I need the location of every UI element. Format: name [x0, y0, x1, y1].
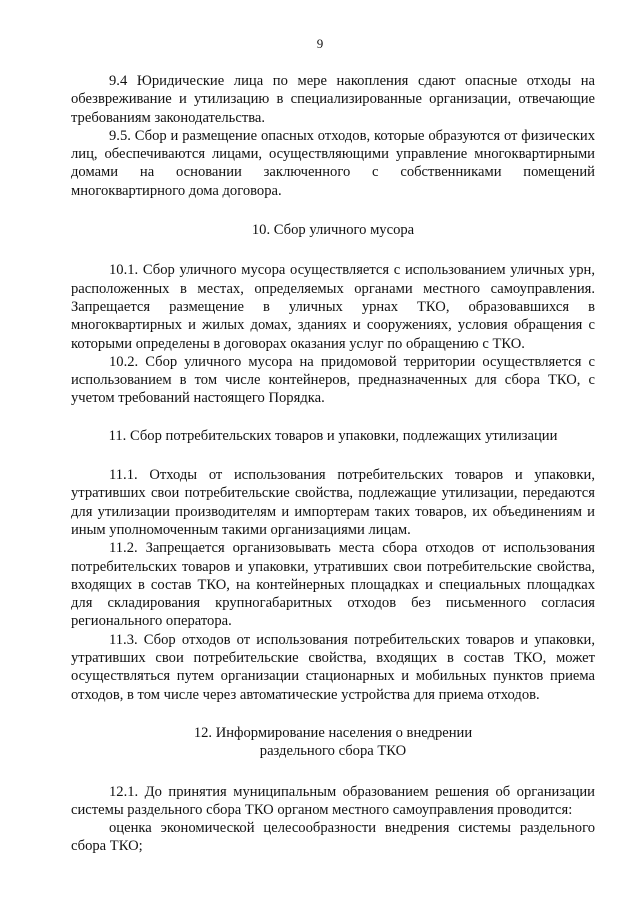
paragraph-12-1-item-a: оценка экономической целесообразности внедрения системы раздельного сбора ТКО; — [71, 820, 595, 855]
paragraph-10-2: 10.2. Сбор уличного мусора на придомовой территории осуществляется с использованием в том числе контейнеров, предназначенных для сбора ТКО, с учетом требований настоящего Порядка. — [71, 353, 595, 407]
paragraph-10-1: 10.1. Сбор уличного мусора осуществляется с использованием уличных урн, расположенных в местах, определяемых органами местного самоуправления. Запрещается размещение в уличных урнах ТКО, образовавшихся в многоквартирных и жилых домах, зданиях и сооружениях, условия обращения с которыми определены в договорах оказания услуг по обращению с ТКО. — [71, 262, 595, 352]
paragraph-11-3: 11.3. Сбор отходов от использования потребительских товаров и упаковки, утративших свои потребительские свойства, входящих в состав ТКО, может осуществляться путем организации стационарных и мобильных пунктов приема отходов, в том числе через автоматические устройства для приема отходов. — [71, 631, 595, 703]
paragraph-9-5: 9.5. Сбор и размещение опасных отходов, которые образуются от физических лиц, обеспечиваются лицами, осуществляющими управление многоквартирными домами на основании заключенного с собственниками помещений многоквартирного дома договора. — [71, 127, 595, 199]
document-body — [71, 72, 595, 856]
page-number: 9 — [316, 36, 324, 51]
section-12-heading — [71, 724, 595, 761]
section-10-heading: 10. Сбор уличного мусора — [251, 222, 415, 239]
paragraph-9-4: 9.4 Юридические лица по мере накопления сдают опасные отходы на обезвреживание и утилизацию в специализированные организации, отвечающие требованиям законодательства. — [71, 73, 595, 126]
section-12-heading-line2: раздельного сбора ТКО — [259, 743, 407, 760]
section-12-heading-line1: 12. Информирование населения о внедрении — [193, 724, 473, 741]
section-11-heading: 11. Сбор потребительских товаров и упаковки, подлежащих утилизации — [108, 427, 558, 444]
paragraph-12-1: 12.1. До принятия муниципальным образованием решения об организации системы раздельного сбора ТКО органом местного самоуправления проводится: — [71, 783, 595, 818]
paragraph-11-1: 11.1. Отходы от использования потребительских товаров и упаковки, утративших свои потребительские свойства, подлежащие утилизации, передаются для утилизации производителям и импортерам таких товаров, их объединениям и иным уполномоченным такими организациями лицам. — [71, 467, 595, 538]
paragraph-11-2: 11.2. Запрещается организовывать места сбора отходов от использования потребительских товаров и упаковки, утративших свои потребительские свойства, входящих в состав ТКО, на контейнерных площадках и специальных площадках для складирования крупногабаритных отходов без письменного согласия регионального оператора. — [71, 540, 595, 630]
